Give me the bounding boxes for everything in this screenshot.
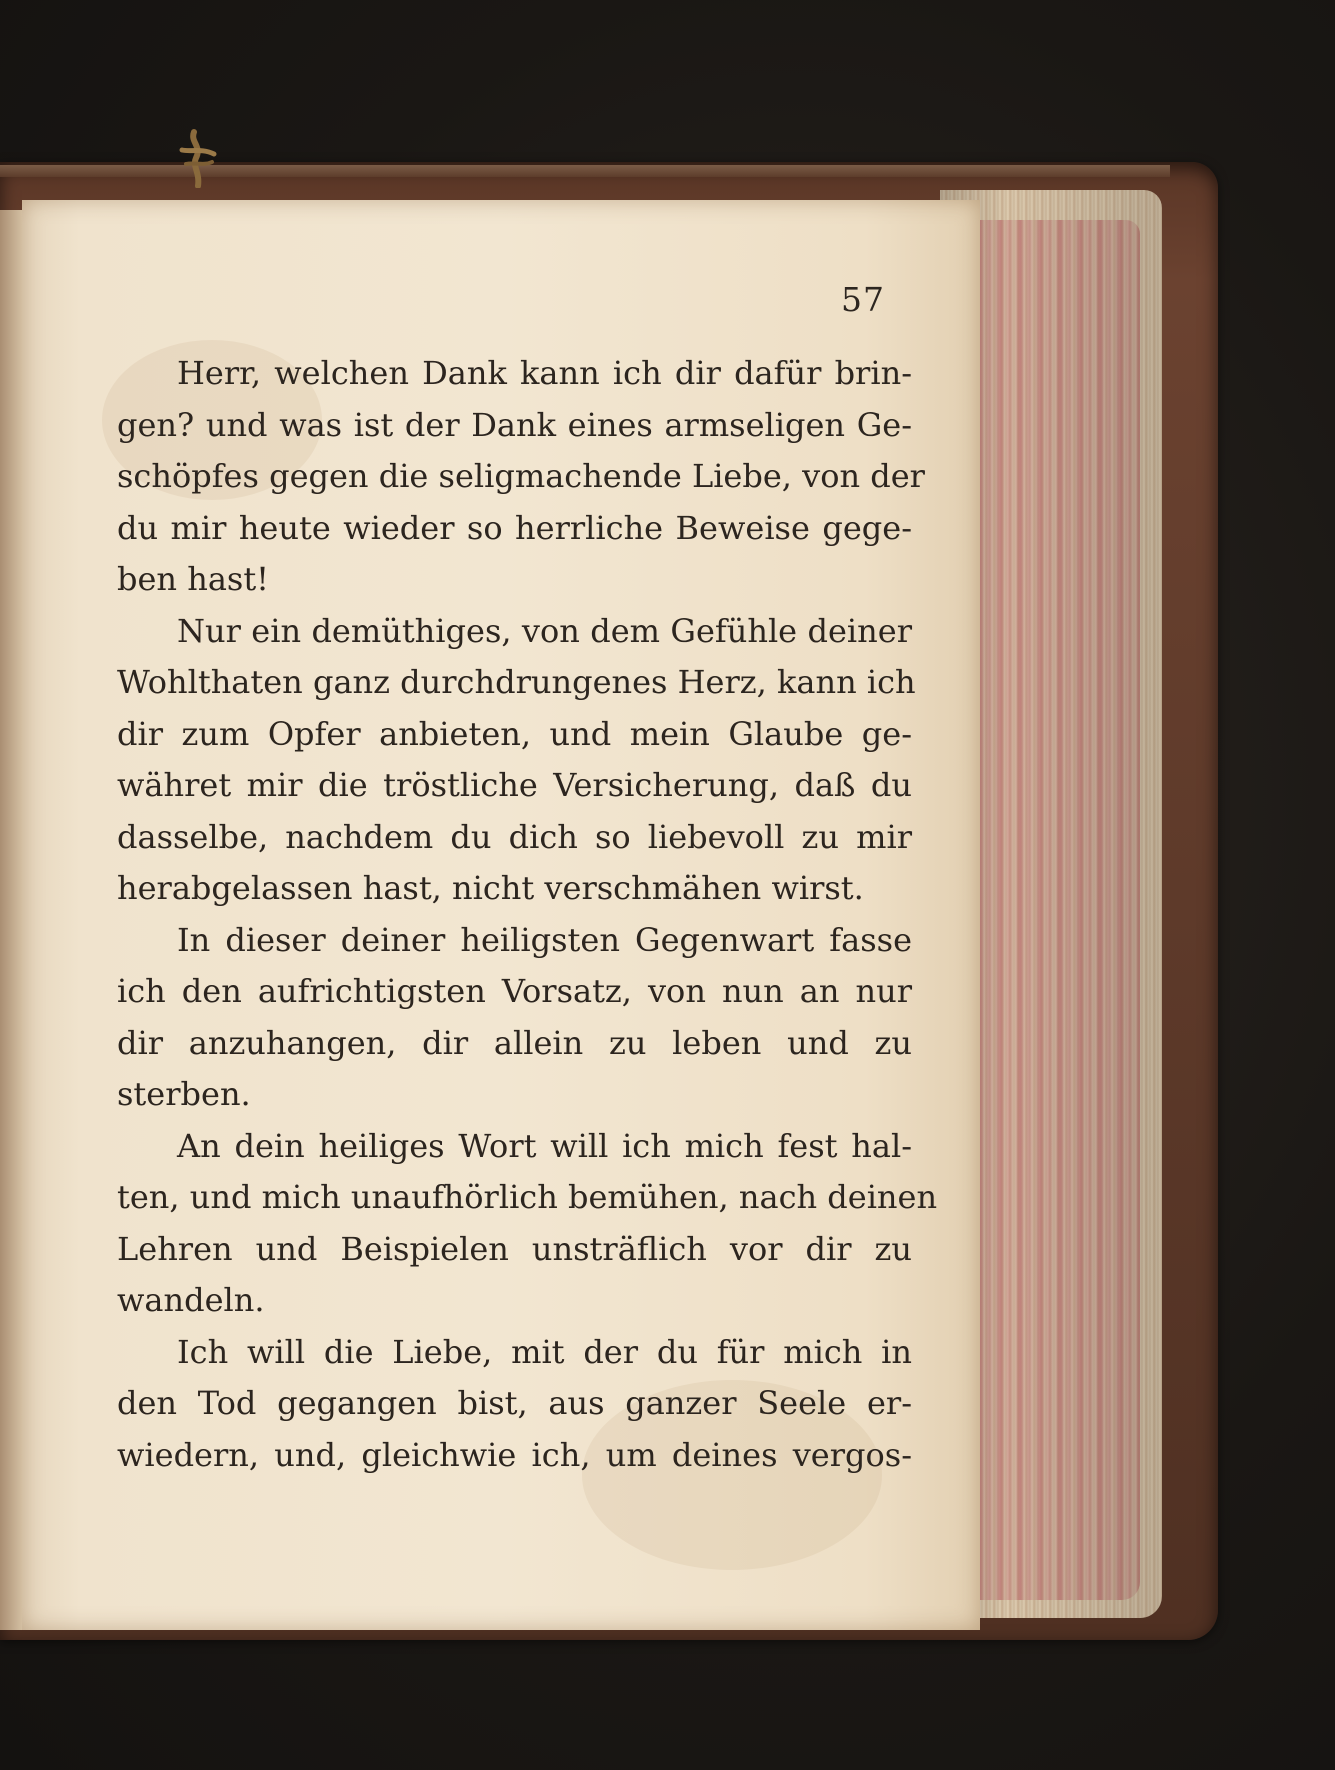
text-line: schöpfes gegen die seligmachende Liebe, von der — [117, 457, 925, 495]
text-line: Herr, welchen Dank kann ich dir dafür brin- — [177, 354, 912, 392]
text-line: herabgelassen hast, nicht verschmähen wirst. — [117, 869, 864, 907]
text-line: wandeln. — [117, 1281, 265, 1319]
text-line: du mir heute wieder so herrliche Beweise gege- — [117, 508, 912, 547]
book-page — [22, 200, 980, 1630]
text-line: ten, und mich unaufhörlich bemühen, nach deinen — [117, 1178, 938, 1216]
text-line: ben hast! — [117, 560, 270, 598]
thread-clasp-icon — [172, 128, 224, 188]
text-line: währet mir die tröstliche Versicherung, daß du — [117, 766, 912, 804]
text-line: An dein heiliges Wort will ich mich fest hal- — [177, 1126, 912, 1165]
text-line: den Tod gegangen bist, aus ganzer Seele er- — [117, 1384, 912, 1422]
text-line: Wohlthaten ganz durchdrungenes Herz, kann ich — [117, 663, 916, 701]
text-line: wiedern, und, gleichwie ich, um deines vergos- — [117, 1435, 912, 1474]
text-line: dir anzuhangen, dir allein zu leben und zu — [117, 1023, 912, 1062]
page-number: 57 — [841, 280, 885, 319]
text-line: sterben. — [117, 1075, 251, 1113]
text-line: dir zum Opfer anbieten, und mein Glaube ge- — [117, 714, 912, 753]
text-line: Nur ein demüthiges, von dem Gefühle deiner — [177, 611, 912, 650]
left-page-strip — [0, 210, 24, 1630]
text-line: Ich will die Liebe, mit der du für mich in — [177, 1332, 912, 1371]
page-text — [117, 348, 938, 1481]
text-line: Lehren und Beispielen unsträflich vor dir zu — [117, 1229, 912, 1268]
text-line: dasselbe, nachdem du dich so liebevoll zu mir — [117, 817, 912, 856]
text-line: In dieser deiner heiligsten Gegenwart fasse — [177, 920, 912, 959]
text-line: gen? und was ist der Dank eines armseligen Ge- — [117, 405, 912, 444]
text-line: ich den aufrichtigsten Vorsatz, von nun an nur — [117, 972, 912, 1010]
